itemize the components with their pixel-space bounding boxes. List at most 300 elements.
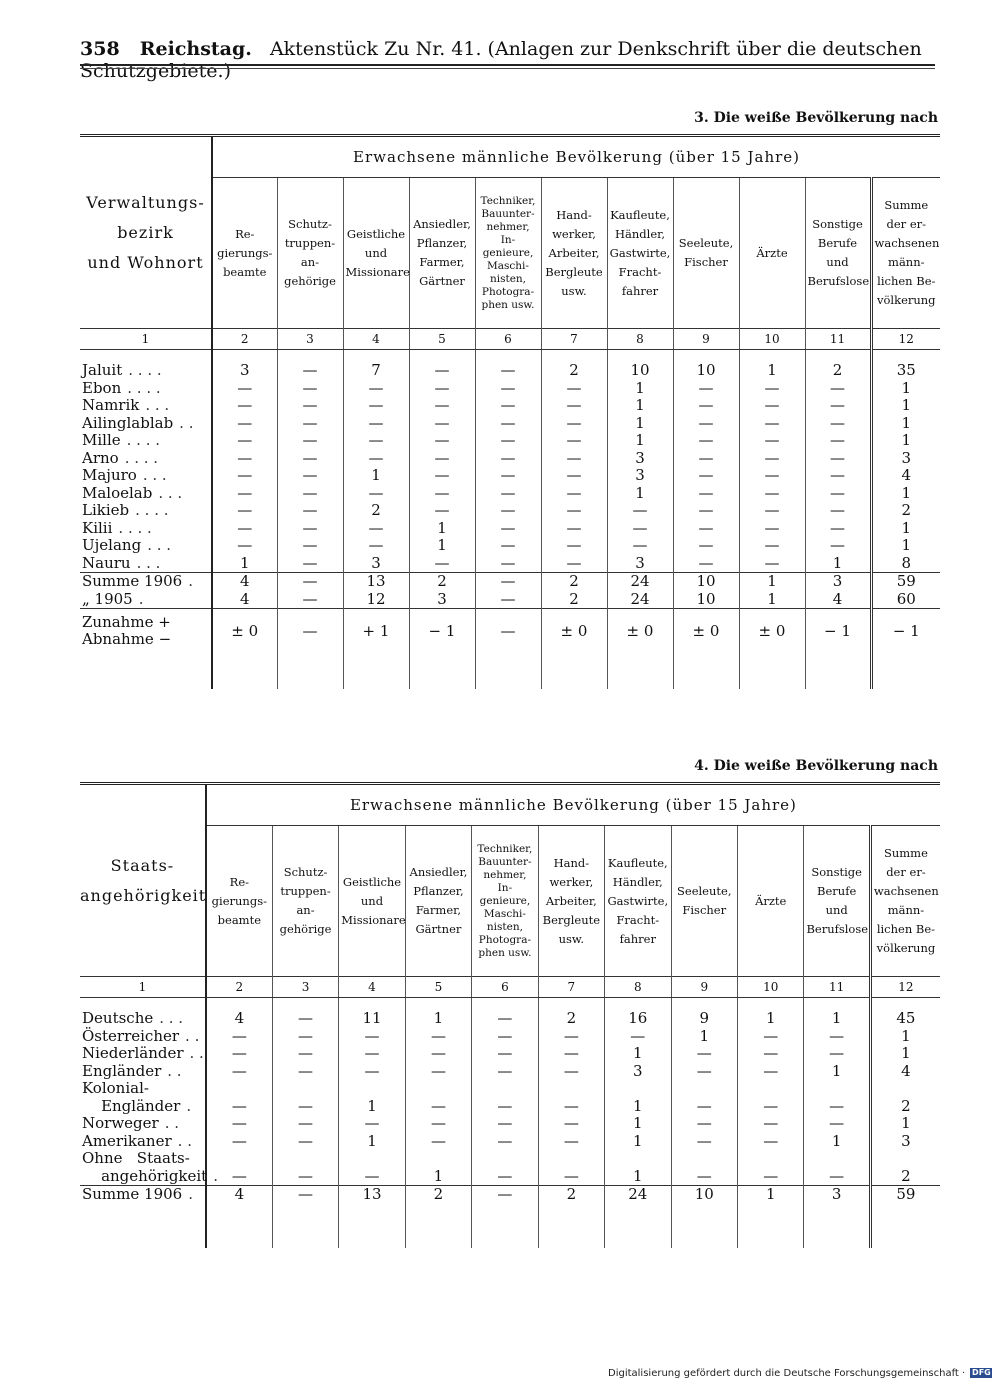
table-row: [80, 537, 940, 555]
change-row: [80, 609, 940, 654]
table-cell: 1: [805, 555, 871, 573]
table-row: [80, 1045, 940, 1063]
table-cell: 3: [804, 1186, 870, 1204]
table-row: [80, 1186, 940, 1204]
table-cell: —: [671, 1098, 737, 1116]
table-cell: 24: [607, 573, 673, 591]
table-cell: [272, 1150, 338, 1168]
table-cell: —: [739, 432, 805, 450]
left-header-line: angehörigkeit: [80, 885, 207, 905]
column-header-line: der er-: [886, 865, 926, 879]
row-dots: .: [188, 1185, 193, 1204]
table-cell: —: [343, 450, 409, 468]
column-number: 8: [605, 977, 671, 998]
column-header: [607, 178, 673, 329]
table-row: [80, 362, 940, 380]
table-cell: 1: [870, 1115, 940, 1133]
row-name: Summe 1906: [82, 572, 183, 591]
table-cell: —: [277, 467, 343, 485]
row-label: [80, 485, 212, 503]
table-cell: —: [475, 397, 541, 415]
table-cell: —: [737, 1115, 803, 1133]
column-number: 8: [607, 329, 673, 350]
table-cell: 1: [871, 520, 940, 538]
spacer-cell: [538, 998, 604, 1011]
table-cell: 24: [607, 591, 673, 609]
table-cell: —: [272, 1063, 338, 1081]
column-header-line: Summe: [883, 846, 928, 860]
table-row: [80, 573, 940, 591]
table-cell: 4: [805, 591, 871, 609]
table-cell: —: [409, 467, 475, 485]
table-cell: —: [343, 485, 409, 503]
column-header-line: Arbeiter,: [545, 893, 597, 908]
change-cell: + 1: [343, 609, 409, 654]
table-cell: —: [339, 1045, 405, 1063]
column-header-line: an-: [296, 903, 315, 917]
table-cell: 35: [871, 362, 940, 380]
table-cell: 1: [605, 1115, 671, 1133]
column-header: [671, 826, 737, 977]
row-name: Arno: [82, 448, 119, 467]
table-cell: —: [804, 1045, 870, 1063]
column-header-line: phen usw.: [478, 946, 532, 959]
spacer-cell: [405, 998, 471, 1011]
change-label: [80, 609, 212, 654]
table-cell: —: [405, 1045, 471, 1063]
table-cell: —: [475, 555, 541, 573]
row-label: [80, 1098, 206, 1116]
spacer-cell: [343, 350, 409, 363]
column-header-line: Berufslose: [806, 922, 869, 936]
table-cell: 1: [871, 415, 940, 433]
column-header-line: der er-: [886, 217, 927, 231]
table-cell: —: [472, 1098, 538, 1116]
table-cell: —: [805, 520, 871, 538]
table-cell: —: [739, 380, 805, 398]
table-cell: 1: [871, 432, 940, 450]
table-cell: 2: [343, 502, 409, 520]
tail-cell: [737, 1204, 803, 1248]
column-header-line: Schutz-: [288, 217, 332, 231]
table-cell: —: [339, 1063, 405, 1081]
table-cell: —: [475, 520, 541, 538]
table-cell: 24: [605, 1186, 671, 1204]
table-cell: [472, 1150, 538, 1168]
table-cell: —: [541, 467, 607, 485]
table-cell: [671, 1150, 737, 1168]
column-header-line: Gastwirte,: [607, 893, 669, 908]
row-dots: . . .: [147, 536, 172, 555]
column-header-line: und: [360, 893, 384, 908]
spacer-row: [80, 350, 940, 363]
table-cell: —: [475, 485, 541, 503]
column-number: 4: [343, 329, 409, 350]
table-cell: —: [277, 537, 343, 555]
table-cell: [472, 1080, 538, 1098]
table-cell: 2: [541, 573, 607, 591]
table-cell: —: [212, 397, 277, 415]
table-cell: 1: [605, 1168, 671, 1186]
table-cell: —: [804, 1115, 870, 1133]
table-cell: —: [272, 1168, 338, 1186]
column-header: [277, 178, 343, 329]
table-row: [80, 1133, 940, 1151]
table-cell: —: [541, 432, 607, 450]
tail-cell: [409, 653, 475, 689]
spacer-cell: [607, 350, 673, 363]
table-cell: —: [475, 415, 541, 433]
table-cell: 10: [673, 591, 739, 609]
column-number: 10: [739, 329, 805, 350]
tail-cell: [212, 653, 277, 689]
table-cell: 4: [206, 1186, 272, 1204]
table-cell: —: [405, 1063, 471, 1081]
tail-cell: [405, 1204, 471, 1248]
column-header: [538, 826, 604, 977]
column-header-line: usw.: [558, 931, 585, 946]
row-label: [80, 1186, 206, 1204]
tail-row: [80, 653, 940, 689]
table-cell: —: [272, 1133, 338, 1151]
table-row: [80, 1098, 940, 1116]
table-cell: —: [673, 415, 739, 433]
table-cell: —: [212, 380, 277, 398]
change-cell: ± 0: [673, 609, 739, 654]
table-cell: 4: [871, 467, 940, 485]
table-cell: —: [673, 397, 739, 415]
table-cell: 1: [405, 1168, 471, 1186]
column-header-line: Geistliche: [342, 874, 402, 889]
table-cell: —: [737, 1133, 803, 1151]
row-name: Kilii: [82, 518, 113, 537]
row-label: [80, 1150, 206, 1168]
table-cell: 1: [212, 555, 277, 573]
table-cell: 4: [870, 1063, 940, 1081]
column-header: [339, 826, 405, 977]
spacer-cell: [605, 998, 671, 1011]
column-header-line: Fischer: [684, 255, 728, 269]
table-cell: —: [671, 1045, 737, 1063]
column-header: [472, 826, 538, 977]
table-cell: 10: [673, 362, 739, 380]
row-name: angehörigkeit: [82, 1166, 208, 1185]
column-number: 1: [80, 329, 212, 350]
change-label-line: Abnahme −: [82, 630, 172, 648]
table-cell: —: [673, 537, 739, 555]
table-cell: —: [409, 432, 475, 450]
table-cell: —: [405, 1133, 471, 1151]
table-cell: —: [272, 1045, 338, 1063]
table-cell: —: [737, 1063, 803, 1081]
row-dots: . . .: [159, 1009, 184, 1028]
page-header: [80, 38, 935, 82]
table-cell: —: [277, 397, 343, 415]
table-cell: —: [607, 537, 673, 555]
column-header-line: Berufslose: [807, 274, 870, 288]
row-label: [80, 520, 212, 538]
left-header-line: Verwaltungs-: [86, 192, 205, 212]
table-row: [80, 397, 940, 415]
row-label: [80, 591, 212, 609]
column-header-line: Techniker,: [480, 194, 536, 207]
table-cell: [870, 1150, 940, 1168]
row-name: „ 1905: [82, 589, 133, 608]
change-cell: − 1: [805, 609, 871, 654]
row-label: [80, 397, 212, 415]
spacer-row: [80, 998, 940, 1011]
row-name: Ujelang: [82, 536, 142, 555]
table-cell: —: [272, 1098, 338, 1116]
spacer-cell: [804, 998, 870, 1011]
table-cell: —: [343, 380, 409, 398]
tail-cell: [804, 1204, 870, 1248]
table-cell: —: [805, 467, 871, 485]
table-cell: —: [739, 485, 805, 503]
row-label: [80, 380, 212, 398]
column-header: [409, 178, 475, 329]
table-cell: —: [737, 1168, 803, 1186]
table-cell: 2: [405, 1186, 471, 1204]
column-header-line: fahrer: [619, 931, 656, 946]
row-dots: . . . .: [118, 518, 152, 537]
column-number: 10: [737, 977, 803, 998]
table3: [80, 134, 940, 689]
table-row: [80, 1150, 940, 1168]
row-dots: . . .: [158, 483, 183, 502]
table-cell: —: [472, 1028, 538, 1046]
table-row: [80, 485, 940, 503]
column-number: 9: [671, 977, 737, 998]
column-header-line: Techniker,: [477, 842, 533, 855]
table3-title: 3. Die weiße Bevölkerung nach: [694, 110, 938, 126]
column-header: [475, 178, 541, 329]
table-row: [80, 1168, 940, 1186]
tail-cell: [541, 653, 607, 689]
table-row: [80, 1063, 940, 1081]
table-cell: —: [607, 520, 673, 538]
column-header-line: beamte: [217, 912, 262, 927]
column-header-line: genieure,: [482, 246, 534, 259]
row-dots: . . .: [145, 396, 170, 415]
row-name: Engländer: [82, 1061, 162, 1080]
table-cell: 1: [870, 1045, 940, 1063]
tail-cell: [871, 653, 940, 689]
spacer-cell: [409, 350, 475, 363]
table-cell: —: [277, 573, 343, 591]
column-header: [206, 826, 272, 977]
column-header-line: Gastwirte,: [609, 245, 671, 260]
table-cell: —: [409, 485, 475, 503]
table-cell: —: [277, 432, 343, 450]
column-header: [805, 178, 871, 329]
row-name: Ailinglablab: [82, 413, 174, 432]
table-cell: —: [277, 555, 343, 573]
table-cell: —: [272, 1010, 338, 1028]
table-cell: —: [277, 502, 343, 520]
column-header: [405, 826, 471, 977]
table-cell: —: [409, 397, 475, 415]
table-cell: —: [212, 537, 277, 555]
table-cell: —: [206, 1098, 272, 1116]
header-rule-thin: [80, 68, 935, 69]
table-cell: 3: [212, 362, 277, 380]
column-header-line: Händler,: [614, 226, 666, 241]
table-cell: —: [804, 1098, 870, 1116]
column-header-line: Farmer,: [415, 903, 462, 917]
tail-cell: [739, 653, 805, 689]
table-cell: —: [472, 1010, 538, 1028]
column-number: 12: [871, 329, 940, 350]
row-label: [80, 1010, 206, 1028]
spacer-cell: [673, 350, 739, 363]
table-cell: 3: [805, 573, 871, 591]
table-cell: —: [277, 485, 343, 503]
row-label: [80, 467, 212, 485]
table-cell: —: [805, 432, 871, 450]
tail-cell: [80, 653, 212, 689]
tail-cell: [870, 1204, 940, 1248]
table-cell: 1: [871, 537, 940, 555]
table-cell: —: [212, 432, 277, 450]
row-label: [80, 1080, 206, 1098]
table-cell: —: [339, 1028, 405, 1046]
column-header-line: lichen Be-: [876, 922, 936, 936]
column-header-line: Kaufleute,: [610, 207, 670, 222]
table-cell: —: [538, 1168, 604, 1186]
table-cell: 1: [607, 432, 673, 450]
column-header-line: nisten,: [486, 920, 523, 933]
table-row: [80, 450, 940, 468]
column-header-line: Gärtner: [419, 274, 465, 288]
row-label: [80, 555, 212, 573]
table-cell: 4: [212, 591, 277, 609]
publication-name: Reichstag.: [139, 38, 252, 60]
table-cell: —: [671, 1063, 737, 1081]
table-cell: —: [541, 380, 607, 398]
table-cell: —: [409, 555, 475, 573]
table-cell: —: [805, 537, 871, 555]
table-cell: —: [206, 1063, 272, 1081]
table-cell: —: [475, 450, 541, 468]
table-cell: 1: [339, 1098, 405, 1116]
header-rule: [80, 64, 935, 66]
column-header-line: an-: [300, 255, 320, 269]
row-name: Summe 1906: [82, 1185, 183, 1204]
table-cell: —: [671, 1133, 737, 1151]
column-header-line: Arbeiter,: [548, 245, 600, 260]
table-cell: [405, 1080, 471, 1098]
table-cell: —: [541, 520, 607, 538]
table-cell: 2: [541, 362, 607, 380]
table-cell: —: [673, 380, 739, 398]
change-cell: —: [277, 609, 343, 654]
table-cell: —: [409, 362, 475, 380]
tail-cell: [206, 1204, 272, 1248]
column-header-line: völkerung: [876, 941, 936, 955]
table-cell: —: [805, 397, 871, 415]
table-cell: [272, 1080, 338, 1098]
column-header-line: nehmer,: [486, 220, 530, 233]
column-header-line: Hand-: [553, 855, 590, 870]
table-row: [80, 1010, 940, 1028]
spacer-cell: [541, 350, 607, 363]
table-cell: 1: [737, 1010, 803, 1028]
column-number: 3: [277, 329, 343, 350]
table-cell: 10: [673, 573, 739, 591]
table-cell: —: [737, 1098, 803, 1116]
tail-cell: [805, 653, 871, 689]
column-number: 6: [472, 977, 538, 998]
table-cell: —: [739, 502, 805, 520]
column-header-line: Fracht-: [616, 912, 660, 927]
table-cell: [870, 1080, 940, 1098]
table-cell: 1: [343, 467, 409, 485]
column-header-line: Ansiedler,: [409, 865, 468, 879]
table-cell: 60: [871, 591, 940, 609]
row-name: Ohne Staats-: [82, 1149, 190, 1168]
row-dots: . . . .: [127, 378, 161, 397]
table-cell: —: [673, 450, 739, 468]
tail-row: [80, 1204, 940, 1248]
footer-credit: [608, 1368, 992, 1379]
table-cell: —: [277, 362, 343, 380]
table-cell: [605, 1150, 671, 1168]
column-header-line: Re-: [229, 874, 250, 889]
table-cell: —: [405, 1098, 471, 1116]
table-cell: —: [409, 415, 475, 433]
table-cell: —: [343, 537, 409, 555]
table-cell: —: [541, 450, 607, 468]
table-cell: [206, 1150, 272, 1168]
column-header-line: beamte: [223, 264, 267, 279]
table-cell: 1: [804, 1010, 870, 1028]
change-cell: —: [475, 609, 541, 654]
table-cell: —: [472, 1115, 538, 1133]
column-header: [212, 178, 277, 329]
column-header-line: und: [826, 255, 849, 269]
table-cell: 1: [607, 415, 673, 433]
row-dots: . .: [177, 1131, 192, 1150]
table-cell: 1: [739, 362, 805, 380]
tail-cell: [605, 1204, 671, 1248]
tail-cell: [538, 1204, 604, 1248]
table-cell: —: [538, 1115, 604, 1133]
table-cell: 1: [409, 537, 475, 555]
spacer-cell: [339, 998, 405, 1011]
table-cell: —: [673, 502, 739, 520]
change-cell: ± 0: [607, 609, 673, 654]
table-cell: [339, 1080, 405, 1098]
table-cell: 1: [405, 1010, 471, 1028]
row-label: [80, 573, 212, 591]
table-cell: 1: [739, 573, 805, 591]
row-label: [80, 362, 212, 380]
table-cell: 10: [607, 362, 673, 380]
table-cell: [538, 1150, 604, 1168]
table-cell: 13: [339, 1186, 405, 1204]
tail-cell: [80, 1204, 206, 1248]
table-cell: —: [409, 380, 475, 398]
table-cell: —: [673, 485, 739, 503]
table-cell: 1: [409, 520, 475, 538]
table-cell: —: [212, 520, 277, 538]
row-label: [80, 502, 212, 520]
spacer-cell: [80, 350, 212, 363]
column-header-line: Maschi-: [483, 907, 526, 920]
row-name: Likieb: [82, 501, 130, 520]
table-row: [80, 380, 940, 398]
